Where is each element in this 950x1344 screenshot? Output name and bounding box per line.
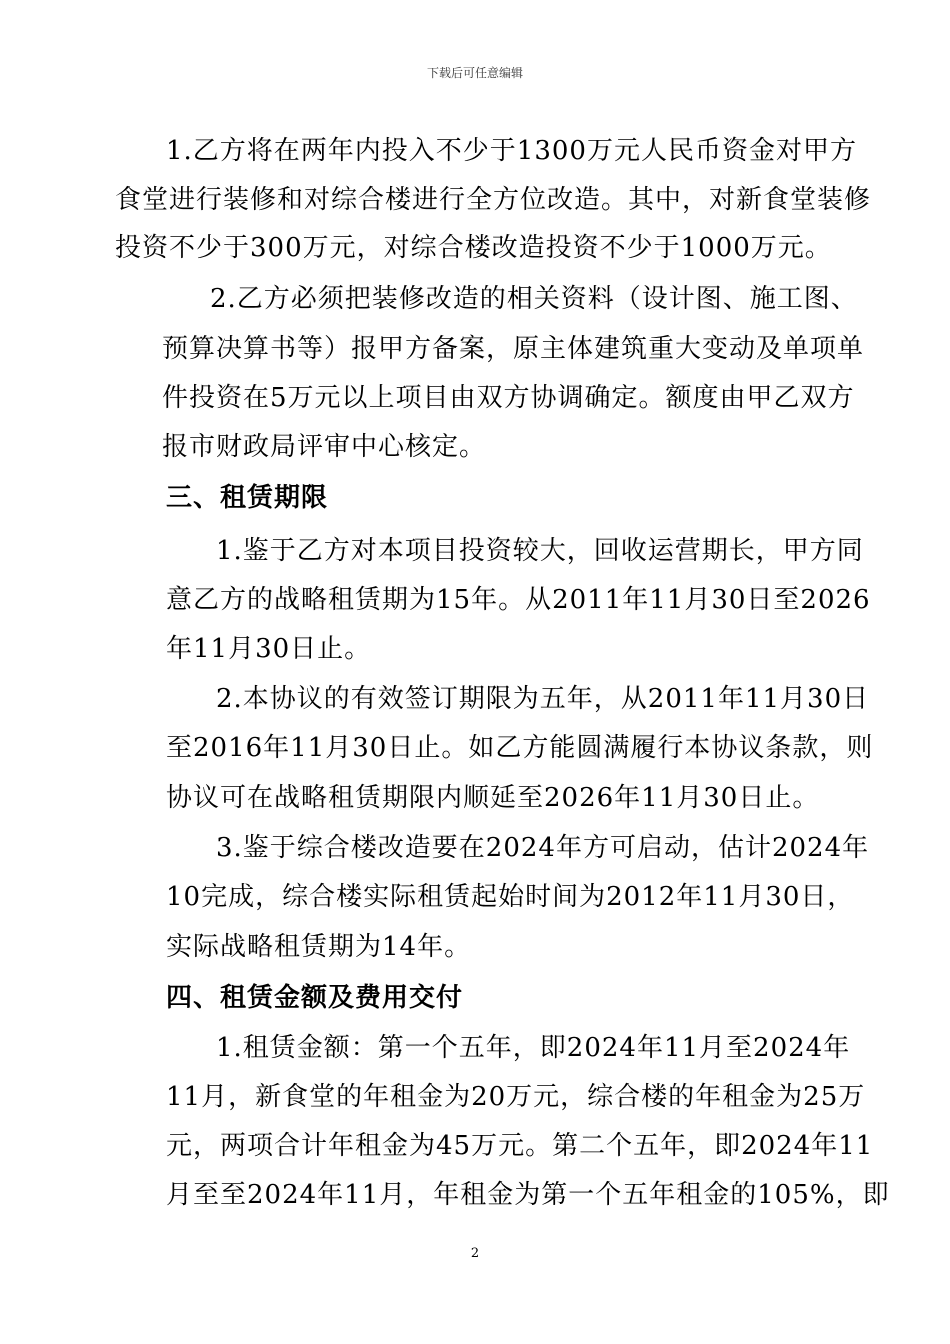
paragraph-line: 1.乙方将在两年内投入不少于1300万元人民币资金对甲方	[166, 136, 857, 166]
paragraph-line: 实际战略租赁期为14年。	[166, 932, 472, 962]
paragraph-line: 10完成，综合楼实际租赁起始时间为2012年11月30日，	[166, 882, 855, 912]
paragraph-line: 预算决算书等）报甲方备案，原主体建筑重大变动及单项单	[162, 334, 865, 364]
paragraph-line: 至2016年11月30日止。如乙方能圆满履行本协议条款，则	[166, 733, 874, 763]
section-heading: 四、租赁金额及费用交付	[166, 983, 464, 1013]
paragraph-line: 投资不少于300万元，对综合楼改造投资不少于1000万元。	[115, 233, 832, 263]
paragraph-line: 协议可在战略租赁期限内顺延至2026年11月30日止。	[166, 783, 820, 813]
paragraph-line: 件投资在5万元以上项目由双方协调确定。额度由甲乙双方	[162, 383, 855, 413]
paragraph-line: 2.本协议的有效签订期限为五年，从2011年11月30日	[216, 684, 870, 714]
paragraph-line: 年11月30日止。	[166, 634, 372, 664]
paragraph-line: 元，两项合计年租金为45万元。第二个五年，即2024年11	[166, 1131, 874, 1161]
page-header: 下载后可任意编辑	[426, 66, 523, 80]
paragraph-line: 11月，新食堂的年租金为20万元，综合楼的年租金为25万	[166, 1082, 866, 1112]
paragraph-line: 1.鉴于乙方对本项目投资较大，回收运营期长，甲方同	[216, 536, 864, 566]
paragraph-line: 意乙方的战略租赁期为15年。从2011年11月30日至2026	[166, 585, 871, 615]
section-heading: 三、租赁期限	[166, 483, 329, 513]
paragraph-line: 1.租赁金额：第一个五年，即2024年11月至2024年	[216, 1033, 851, 1063]
paragraph-line: 2.乙方必须把装修改造的相关资料（设计图、施工图、	[210, 284, 858, 314]
paragraph-line: 3.鉴于综合楼改造要在2024年方可启动，估计2024年	[216, 833, 870, 863]
paragraph-line: 报市财政局评审中心核定。	[162, 432, 487, 462]
paragraph-line: 食堂进行装修和对综合楼进行全方位改造。其中，对新食堂装修	[115, 185, 872, 215]
paragraph-line: 月至至2024年11月，年租金为第一个五年租金的105%，即	[166, 1180, 890, 1210]
page-number: 2	[470, 1246, 480, 1261]
